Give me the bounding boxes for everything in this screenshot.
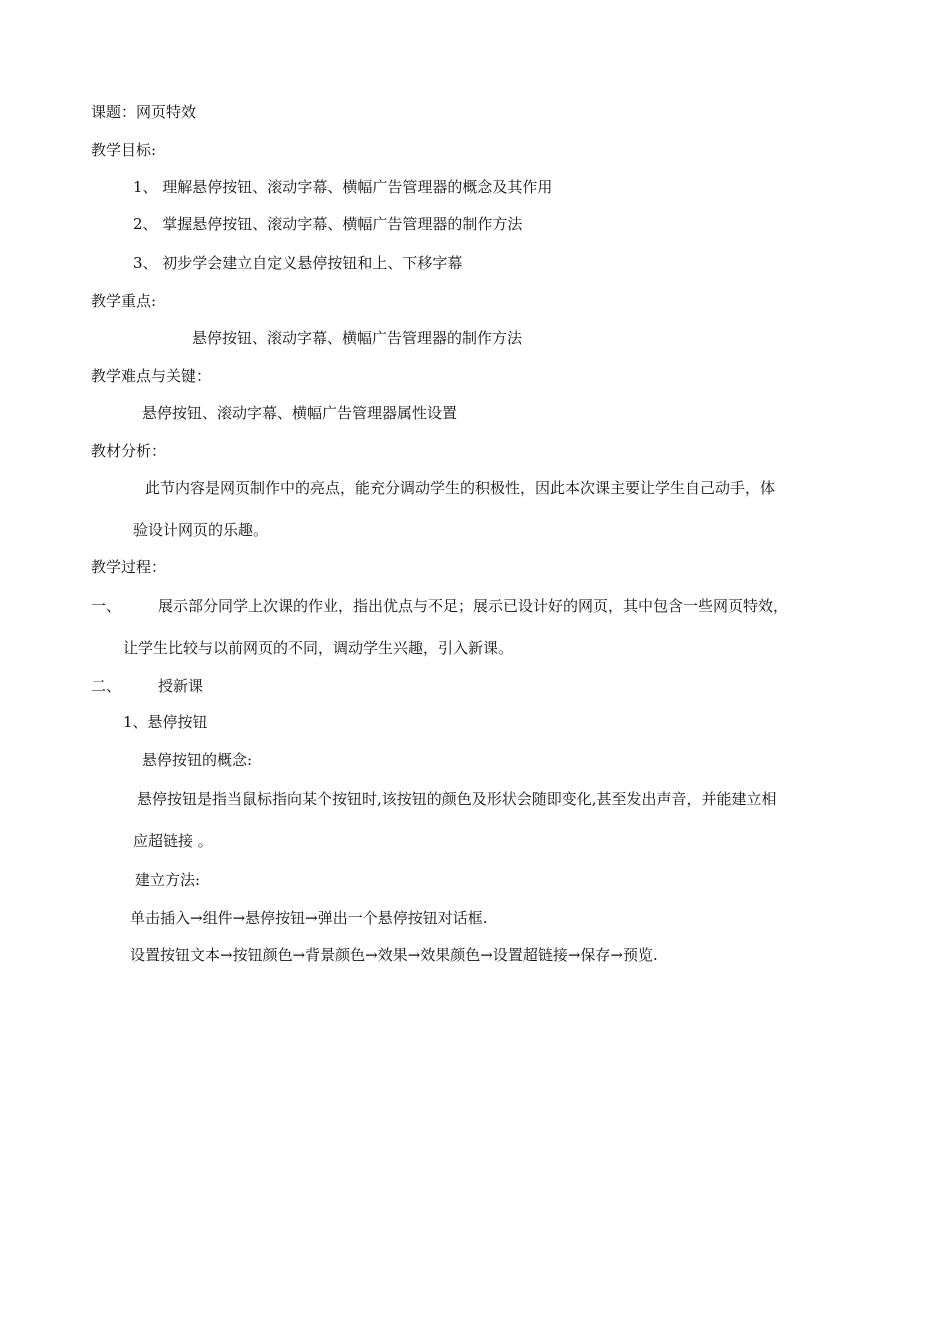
goal-item: 3、 初步学会建立自定义悬停按钮和上、下移字幕 xyxy=(133,254,463,272)
key-heading: 教学重点: xyxy=(91,292,157,310)
goal-item: 2、 掌握悬停按钮、滚动字幕、横幅广告管理器的制作方法 xyxy=(133,215,523,233)
concept-paragraph-line: 应超链接 。 xyxy=(133,832,213,850)
concept-paragraph-line: 悬停按钮是指当鼠标指向某个按钮时,该按钮的颜色及形状会随即变化,甚至发出声音，并能建立相 xyxy=(137,790,777,808)
key-text: 悬停按钮、滚动字幕、横幅广告管理器的制作方法 xyxy=(192,329,523,347)
process-heading: 教学过程： xyxy=(91,558,167,576)
analysis-paragraph-line: 此节内容是网页制作中的亮点，能充分调动学生的积极性，因此本次课主要让学生自己动手，体 xyxy=(145,479,776,497)
analysis-paragraph-line: 验设计网页的乐趣。 xyxy=(133,521,269,539)
topic-line: 课题：网页特效 xyxy=(91,103,197,121)
difficulty-text: 悬停按钮、滚动字幕、横幅广告管理器属性设置 xyxy=(142,404,458,422)
method-step-line: 单击插入→组件→悬停按钮→弹出一个悬停按钮对话框. xyxy=(130,909,488,927)
method-step-line: 设置按钮文本→按钮颜色→背景颜色→效果→效果颜色→设置超链接→保存→预览. xyxy=(130,946,658,964)
concept-heading: 悬停按钮的概念: xyxy=(142,751,253,769)
step-text-line: 让学生比较与以前网页的不同，调动学生兴趣，引入新课。 xyxy=(123,639,514,657)
analysis-heading: 教材分析： xyxy=(91,442,167,460)
goals-heading: 教学目标: xyxy=(91,141,157,159)
method-heading: 建立方法: xyxy=(135,871,201,889)
step-text-line: 展示部分同学上次课的作业，指出优点与不足；展示已设计好的网页，其中包含一些网页特效， xyxy=(158,597,789,615)
difficulty-heading: 教学难点与关键： xyxy=(91,367,212,385)
goal-item: 1、 理解悬停按钮、滚动字幕、横幅广告管理器的概念及其作用 xyxy=(133,178,553,196)
step-text: 授新课 xyxy=(158,677,204,695)
subsection-title: 1、悬停按钮 xyxy=(123,713,208,731)
step-number: 二、 xyxy=(91,677,122,695)
step-number: 一、 xyxy=(91,597,122,615)
